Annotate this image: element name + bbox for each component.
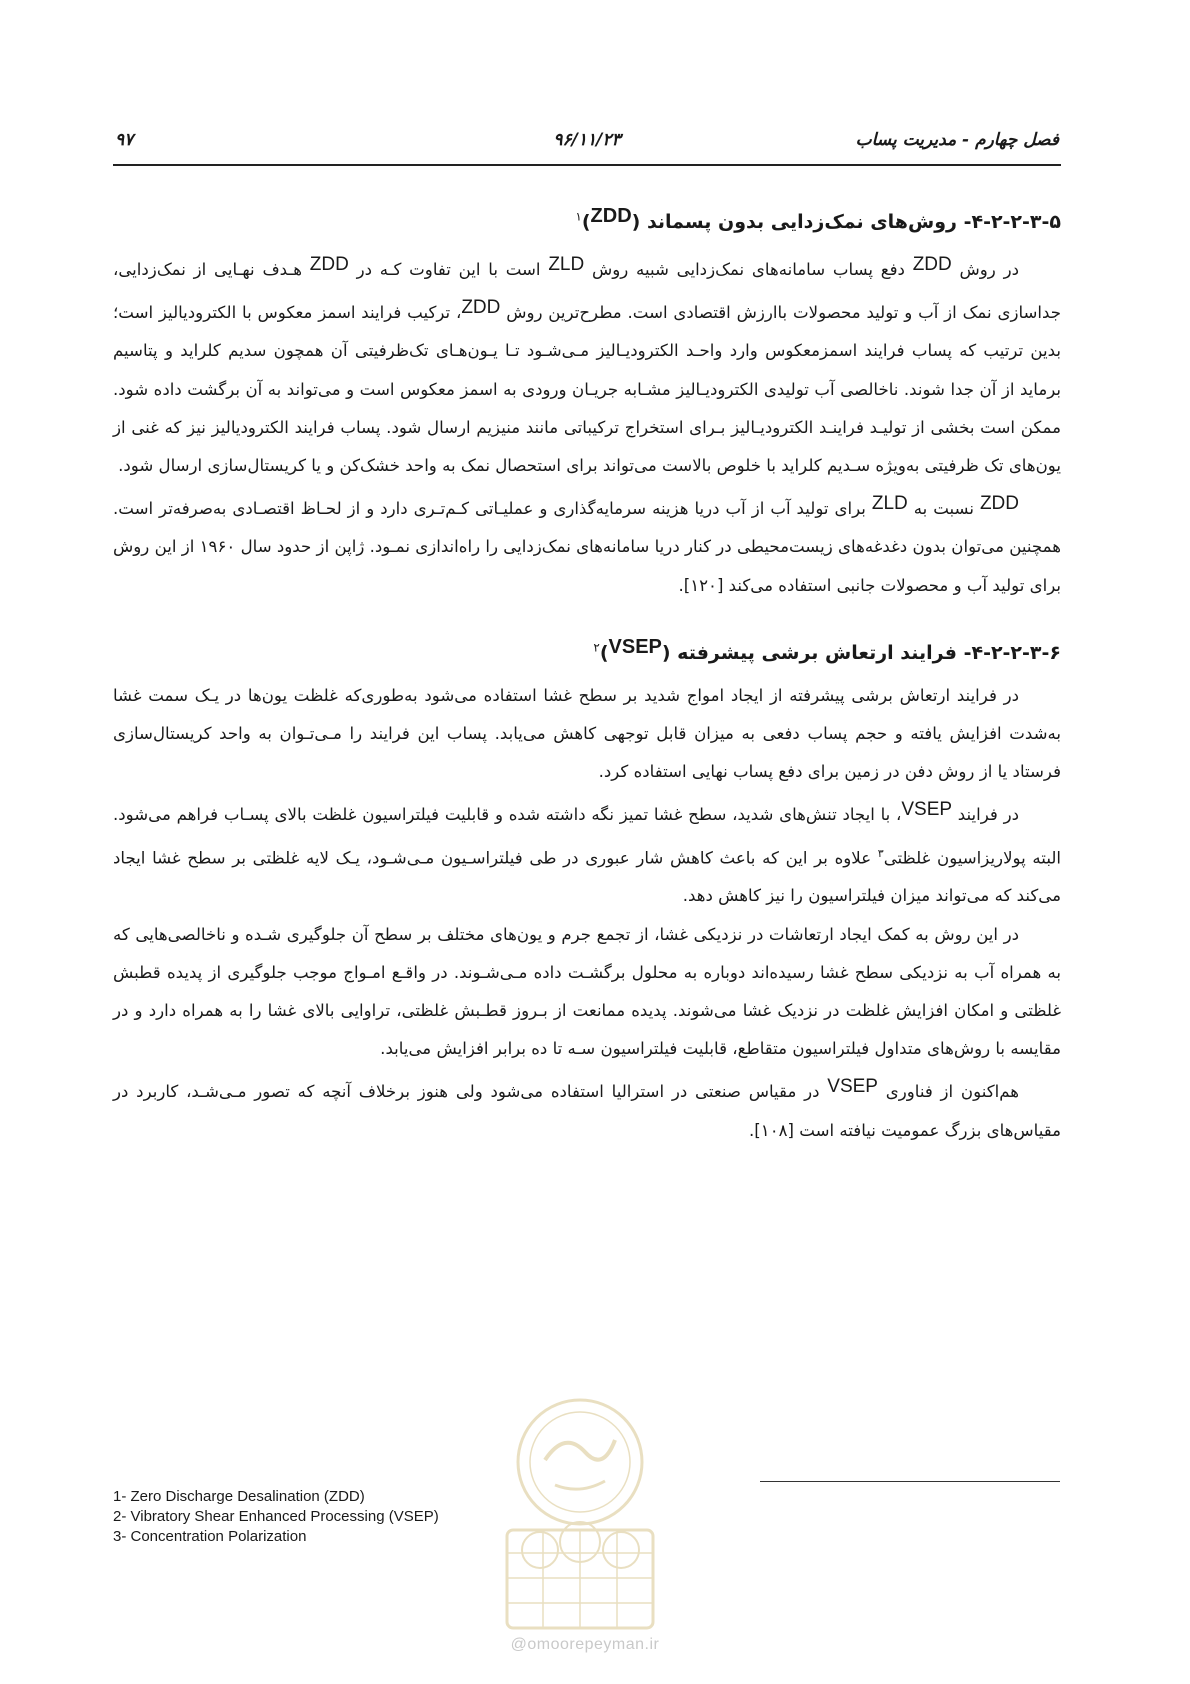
paragraph-zdd-1 <box>113 246 1061 485</box>
paragraph-vsep-2 <box>113 791 1061 915</box>
acronym: ZDD <box>979 493 1020 515</box>
text-run: ، ترکیب فرایند اسمز معکوس با الکترودیالیز است؛ بدین ترتیب که پساب فرایند اسمزمعکوس وارد واحـد الکترودیـالیز مـی‌شـود تـا یـون‌هـای تک‌ظرفیتی آن همچون سدیم کلراید و پتاسیم برماید از آن جدا شوند. ناخالصی آب تولیدی الکترودیـالیز مشـابه جریـان ورودی به اسمز معکوس است و می‌تواند به آن برگشت داده شود. ممکن است بخشی از تولیـد فراینـد الکترودیـالیز بـرای استخراج ترکیباتی مانند منیزیم ارسال شود. پساب فرایند الکترودیالیز نیز که غنی از یون‌های تک ظرفیتی به‌ویژه سـدیم کلراید با خلوص بالاست می‌تواند برای استحصال نمک به واحد خشک‌کن و یا کریستال‌سازی ارسال شود. <box>113 303 1061 476</box>
paren: ) <box>599 641 609 664</box>
footnote-ref: ۱ <box>575 209 582 224</box>
text-run: دفع پساب سامانه‌های نمک‌زدایی شبیه روش <box>584 260 913 279</box>
text-run: در روش <box>951 260 1019 279</box>
watermark-seal-icon <box>485 1390 675 1640</box>
footnote-divider <box>760 1481 1060 1482</box>
acronym: ZDD <box>309 254 349 275</box>
footnote-ref: ۳ <box>877 846 884 860</box>
section-heading-zdd <box>113 196 1061 242</box>
text-run: است با این تفاوت کـه در <box>348 260 549 279</box>
footnote-3: 3- Concentration Polarization <box>113 1528 307 1545</box>
text-run: هـدف نهـایی از نمک‌زدایی، جداسازی نمک از آب و تولید محصولات باارزش اقتصادی است. مطرح‌ترین روش <box>113 260 1062 323</box>
section-title: روش‌های نمک‌زدایی بدون پسماند ( <box>631 211 957 233</box>
acronym: ZDD <box>912 254 952 275</box>
paren: ) <box>581 211 591 233</box>
footnote-2: 2- Vibratory Shear Enhanced Processing (VSEP) <box>113 1508 439 1525</box>
body-text <box>113 196 1061 1150</box>
paragraph-zdd-2 <box>113 485 1061 605</box>
footnote-1: 1- Zero Discharge Desalination (ZDD) <box>113 1488 365 1505</box>
acronym: VSEP <box>901 799 953 821</box>
page-number: ۹۷ <box>115 130 134 150</box>
text-run: برای تولید آب از آب دریا هزینه سرمایه‌گذاری و عملیـاتی کـم‌تـری دارد و از لحـاظ اقتصـادی به‌صرفه‌تر است. همچنین می‌توان بدون دغدغه‌های زیست‌محیطی در کنار دریا سامانه‌های نمک‌زدایی را راه‌اندازی نمـود. ژاپن از حدود سال ۱۹۶۰ از این روش برای تولید آب و محصولات جانبی استفاده می‌کند [۱۲۰]. <box>113 499 1061 595</box>
section-number: ۴-۲-۲-۳-۶- <box>963 641 1061 664</box>
acronym: VSEP <box>827 1076 878 1098</box>
text-run: ، با ایجاد تنش‌های شدید، سطح غشا تمیز نگه داشته شده و قابلیت فیلتراسیون غلظت بالای پسـاب فراهم می‌شود. البته پولاریزاسیون غلظتی <box>113 805 1061 868</box>
section-heading-vsep <box>113 627 1061 673</box>
text-run: در فرایند <box>952 805 1019 825</box>
acronym: ZDD <box>461 297 501 319</box>
acronym: ZDD <box>590 205 632 227</box>
section-number: ۴-۲-۲-۳-۵- <box>963 211 1061 233</box>
watermark-url: @omoorepeyman.ir <box>510 1636 660 1653</box>
page-header <box>113 126 1061 166</box>
paragraph-vsep-3: در این روش به کمک ایجاد ارتعاشات در نزدیکی غشا، از تجمع جرم و یون‌های مختلف بر سطح آن جلوگیری شـده و ناخالصی‌هایی که به همراه آب به نزدیکی سطح غشا رسیده‌اند دوباره به محلول برگشـت داده مـی‌شـوند. در واقـع امـواج موجب جلوگیری از پدیده قطبش غلظتی و امکان افزایش غلظت در نزدیک غشا می‌شوند. پدیده ممانعت از بـروز قطـبش غلظتی، تراوایی بالای غشا را به همراه دارد و در مقایسه با روش‌های متداول فیلتراسیون متقاطع، قابلیت فیلتراسیون سـه تا ده برابر افزایش می‌یابد. <box>113 924 1061 1059</box>
text-run: در مقیاس صنعتی در استرالیا استفاده می‌شود ولی هنوز برخلاف آنچه که تصور مـی‌شـد، کاربرد در مقیاس‌های بزرگ عمومیت نیافته است [۱۰۸]. <box>113 1082 1061 1140</box>
footnotes <box>113 1487 439 1547</box>
section-title: فرایند ارتعاش برشی پیشرفته ( <box>661 641 957 664</box>
paragraph-vsep-1: در فرایند ارتعاش برشی پیشرفته از ایجاد امواج شدید بر سطح غشا استفاده می‌شود به‌طوری‌که غلظت یون‌ها در یـک سمت غشا به‌شدت افزایش یافته و حجم پساب دفعی به میزان قابل توجهی کاهش می‌یابد. پساب این فرایند را مـی‌تـوان به واحد کریستال‌سازی فرستاد یا از روش دفن در زمین برای دفع پساب نهایی استفاده کرد. <box>113 685 1061 782</box>
text-run: علاوه بر این که باعث کاهش شار عبوری در طی فیلتراسـیون مـی‌شـود، یـک لایه غلظتی بر سطح غشا ایجاد می‌کند که می‌تواند میزان فیلتراسیون را نیز کاهش دهد. <box>113 848 1061 906</box>
acronym: ZLD <box>871 493 908 515</box>
acronym: VSEP <box>608 635 662 658</box>
spacer <box>113 605 1061 627</box>
acronym: ZLD <box>548 254 585 275</box>
footnote-ref: ۲ <box>593 640 600 655</box>
chapter-title: فصل چهارم - مدیریت پساب <box>855 130 1059 150</box>
paragraph-vsep-4 <box>113 1068 1061 1149</box>
text-run: نسبت به <box>907 499 980 519</box>
header-date: ۹۶/۱۱/۲۳ <box>553 130 621 150</box>
text-run: هم‌اکنون از فناوری <box>877 1082 1019 1102</box>
